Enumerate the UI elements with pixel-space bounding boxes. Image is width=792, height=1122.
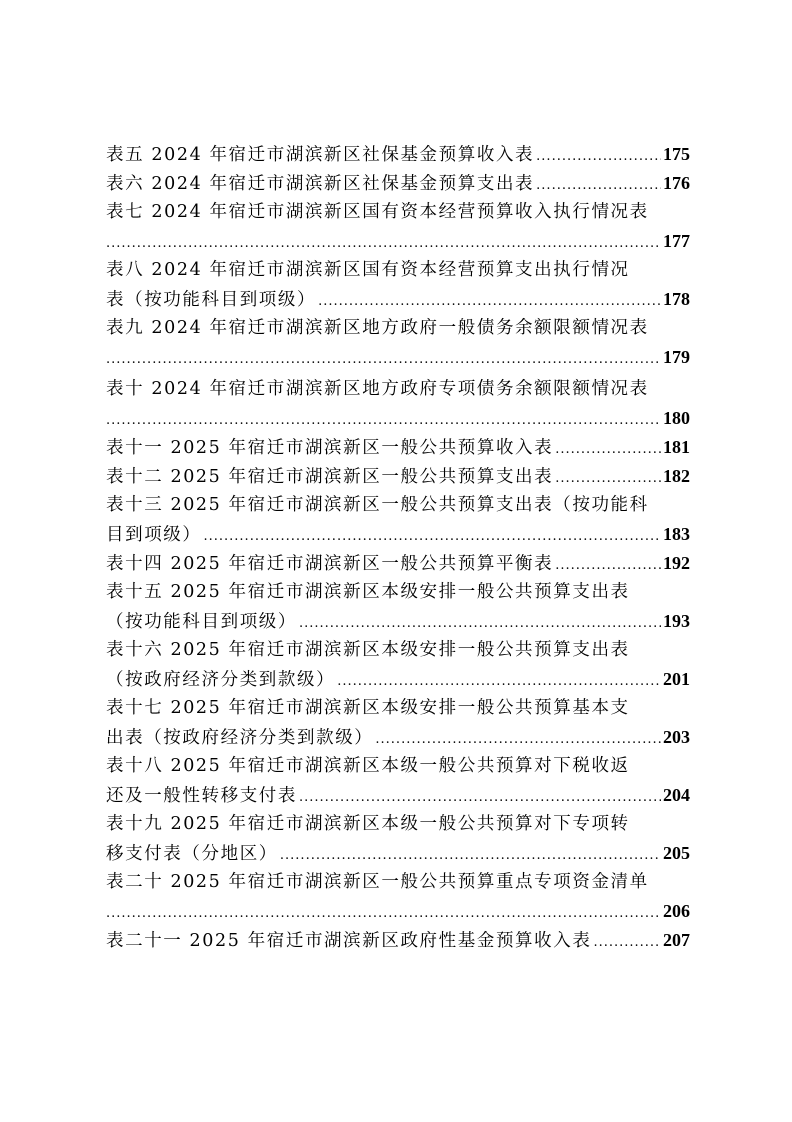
toc-leader-dots (555, 551, 661, 578)
toc-entry-title: 表十七 2025 年宿迁市湖滨新区本级安排一般公共预算基本支 (106, 698, 630, 718)
toc-entry-title-cont: 出表（按政府经济分类到款级） (106, 728, 374, 748)
toc-entry-table-15-line-1[interactable] (106, 578, 690, 607)
toc-entry-table-16-line-1[interactable] (106, 636, 690, 665)
toc-entry-table-18-line-2[interactable] (106, 781, 690, 810)
toc-page-number: 177 (663, 231, 690, 251)
toc-entry-table-15-line-2[interactable] (106, 607, 690, 636)
toc-entry-table-19-line-2[interactable] (106, 839, 690, 868)
toc-page-number: 207 (663, 930, 690, 950)
toc-page-number: 181 (663, 437, 690, 457)
toc-entry-table-7-line-1[interactable] (106, 198, 690, 227)
toc-page-number: 201 (663, 669, 690, 689)
toc-entry-table-8-line-2[interactable] (106, 285, 690, 314)
toc-entry-title: 表二十 2025 年宿迁市湖滨新区一般公共预算重点专项资金清单 (106, 872, 649, 892)
toc-entry-title: 表十二 2025 年宿迁市湖滨新区一般公共预算支出表 (106, 467, 554, 487)
toc-page-number: 179 (663, 347, 690, 367)
toc-leader-dots (318, 287, 661, 314)
toc-entry-table-9-line-1[interactable] (106, 314, 690, 343)
toc-entry-table-17-line-2[interactable] (106, 723, 690, 752)
toc-entry-title-cont: 表（按功能科目到项级） (106, 290, 317, 310)
toc-entry-table-21[interactable] (106, 926, 690, 955)
toc-entry-table-14[interactable] (106, 549, 690, 578)
toc-leader-dots (536, 171, 661, 198)
toc-page-number: 180 (663, 408, 690, 428)
toc-leader-dots (375, 725, 661, 752)
toc-leader-dots (337, 667, 661, 694)
toc-leader-dots (106, 899, 661, 926)
toc-entry-title: 表十三 2025 年宿迁市湖滨新区一般公共预算支出表（按功能科 (106, 495, 649, 515)
toc-entry-table-20-line-1[interactable] (106, 868, 690, 897)
toc-entry-table-8-line-1[interactable] (106, 256, 690, 285)
toc-entry-table-10-line-2[interactable] (106, 404, 690, 433)
toc-page-number: 192 (663, 553, 690, 573)
toc-entry-table-18-line-1[interactable] (106, 752, 690, 781)
toc-page-number: 183 (663, 524, 690, 544)
table-of-contents (106, 140, 690, 955)
toc-page-number: 176 (663, 173, 690, 193)
toc-entry-title: 表八 2024 年宿迁市湖滨新区国有资本经营预算支出执行情况 (106, 260, 630, 280)
toc-leader-dots (299, 609, 661, 636)
toc-page-number: 193 (663, 611, 690, 631)
toc-leader-dots (536, 142, 661, 169)
toc-entry-title-cont: （按政府经济分类到款级） (106, 670, 336, 690)
toc-page-number: 178 (663, 289, 690, 309)
toc-entry-title-cont: 目到项级） (106, 525, 202, 545)
toc-entry-title: 表十四 2025 年宿迁市湖滨新区一般公共预算平衡表 (106, 554, 554, 574)
toc-entry-title: 表十八 2025 年宿迁市湖滨新区本级一般公共预算对下税收返 (106, 756, 630, 776)
toc-entry-title-cont: （按功能科目到项级） (106, 612, 297, 632)
toc-entry-table-10-line-1[interactable] (106, 375, 690, 404)
toc-entry-table-13-line-2[interactable] (106, 520, 690, 549)
toc-entry-table-19-line-1[interactable] (106, 810, 690, 839)
toc-leader-dots (555, 464, 661, 491)
toc-entry-title: 表十五 2025 年宿迁市湖滨新区本级安排一般公共预算支出表 (106, 582, 630, 602)
toc-entry-title-cont: 还及一般性转移支付表 (106, 786, 297, 806)
toc-page-number: 203 (663, 727, 690, 747)
toc-entry-table-7-line-2[interactable] (106, 227, 690, 256)
toc-page-number: 206 (663, 901, 690, 921)
toc-leader-dots (593, 928, 661, 955)
toc-page-number: 205 (663, 843, 690, 863)
toc-entry-table-17-line-1[interactable] (106, 694, 690, 723)
toc-entry-table-6[interactable] (106, 169, 690, 198)
toc-entry-title: 表十九 2025 年宿迁市湖滨新区本级一般公共预算对下专项转 (106, 814, 630, 834)
toc-leader-dots (106, 229, 661, 256)
toc-page-number: 175 (663, 144, 690, 164)
toc-entry-title: 表五 2024 年宿迁市湖滨新区社保基金预算收入表 (106, 145, 535, 165)
toc-entry-table-11[interactable] (106, 433, 690, 462)
toc-page-number: 182 (663, 466, 690, 486)
toc-entry-table-13-line-1[interactable] (106, 491, 690, 520)
toc-leader-dots (555, 435, 661, 462)
toc-entry-title: 表六 2024 年宿迁市湖滨新区社保基金预算支出表 (106, 174, 535, 194)
toc-entry-title: 表七 2024 年宿迁市湖滨新区国有资本经营预算收入执行情况表 (106, 202, 649, 222)
toc-leader-dots (106, 345, 661, 372)
toc-entry-title: 表十六 2025 年宿迁市湖滨新区本级安排一般公共预算支出表 (106, 640, 630, 660)
toc-entry-title: 表二十一 2025 年宿迁市湖滨新区政府性基金预算收入表 (106, 931, 592, 951)
toc-entry-title: 表九 2024 年宿迁市湖滨新区地方政府一般债务余额限额情况表 (106, 318, 649, 338)
toc-entry-table-20-line-2[interactable] (106, 897, 690, 926)
toc-leader-dots (106, 406, 661, 433)
toc-leader-dots (280, 841, 661, 868)
toc-page-number: 204 (663, 785, 690, 805)
toc-leader-dots (299, 783, 661, 810)
toc-leader-dots (204, 522, 662, 549)
toc-entry-table-12[interactable] (106, 462, 690, 491)
toc-entry-table-9-line-2[interactable] (106, 343, 690, 372)
toc-entry-title: 表十 2024 年宿迁市湖滨新区地方政府专项债务余额限额情况表 (106, 379, 649, 399)
toc-entry-table-16-line-2[interactable] (106, 665, 690, 694)
toc-entry-title: 表十一 2025 年宿迁市湖滨新区一般公共预算收入表 (106, 438, 554, 458)
toc-entry-table-5[interactable] (106, 140, 690, 169)
toc-entry-title-cont: 移支付表（分地区） (106, 844, 278, 864)
